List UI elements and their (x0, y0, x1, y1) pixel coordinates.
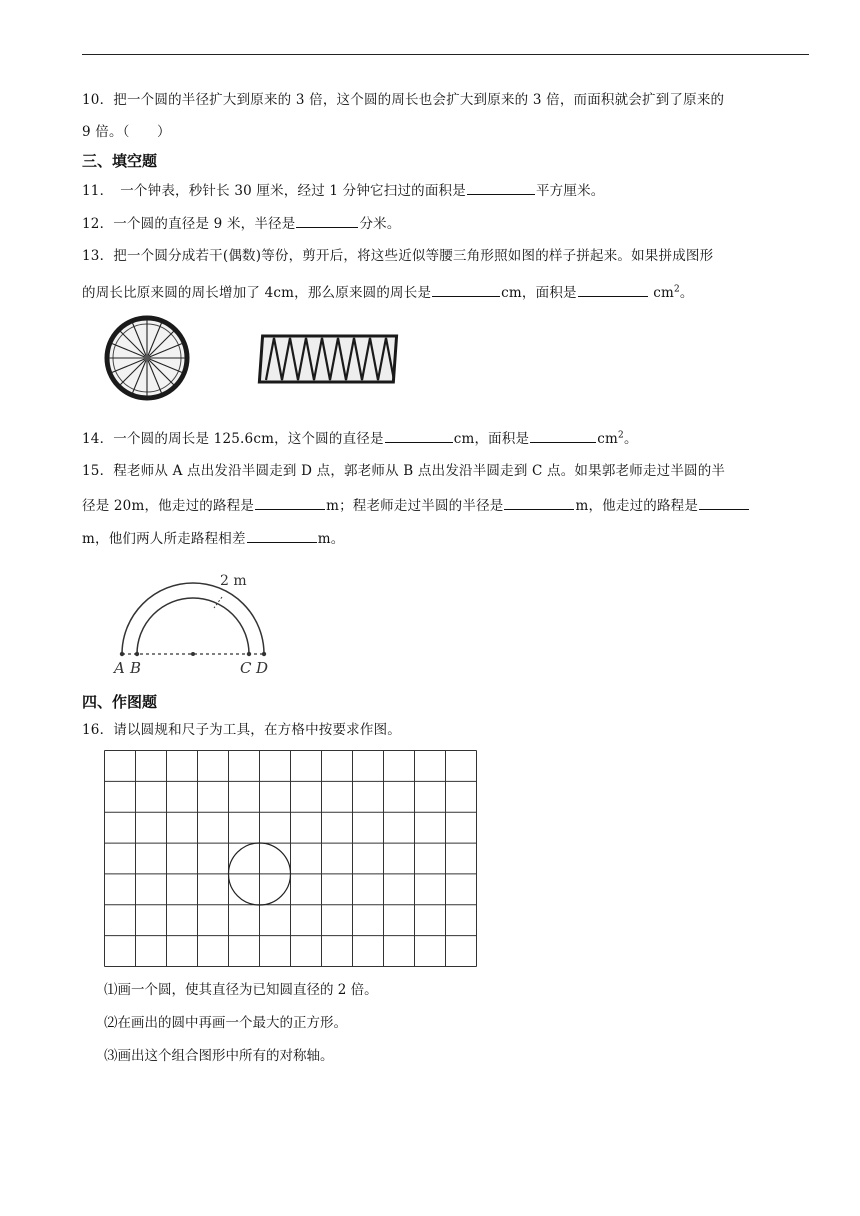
q14-text-b: cm，面积是 (453, 431, 530, 447)
q12 (82, 213, 401, 234)
q13-text-d: 。 (679, 285, 694, 301)
q16-sub3: ⑶画出这个组合图形中所有的对称轴。 (104, 1048, 334, 1064)
figure15-label-a: A (114, 659, 125, 677)
q11 (82, 180, 604, 201)
q15-text-a: 径是 20m，他走过的路程是 (82, 498, 255, 514)
section-title-drawing: 四、作图题 (82, 693, 158, 711)
q14-text-c: cm (597, 431, 619, 447)
q15-text-c: m，他走过的路程是 (575, 498, 699, 514)
q14 (82, 428, 638, 449)
drawing-grid[interactable] (104, 750, 477, 967)
q12-answer-blank[interactable] (296, 213, 358, 228)
q15-text-b: m；程老师走过半圆的半径是 (326, 498, 504, 514)
q13-text-a: 的周长比原来圆的周长增加了 4cm，那么原来圆的周长是 (82, 285, 432, 301)
q13-unit-sup: 2 (673, 284, 680, 295)
figure15-label-c: C (240, 659, 252, 677)
q15-cheng-radius-blank[interactable] (504, 495, 574, 510)
q15-difference-blank[interactable] (247, 528, 317, 543)
figure13-rearranged-triangles (258, 330, 404, 390)
q16-stem: 16．请以圆规和尺子为工具，在方格中按要求作图。 (82, 722, 401, 738)
q13-area-blank[interactable] (578, 282, 648, 297)
q15-line1: 15．程老师从 A 点出发沿半圆走到 D 点，郭老师从 B 点出发沿半圆走到 C 点。如果郭老师走过半圆的半 (82, 463, 726, 479)
q13-line2 (82, 282, 694, 303)
q14-diameter-blank[interactable] (385, 428, 453, 443)
q11-text: 11． 一个钟表，秒针长 30 厘米，经过 1 分钟它扫过的面积是 (82, 183, 466, 199)
figure15-width-label: 2 m (220, 573, 247, 589)
figure15-semicircle-track (108, 566, 278, 678)
header-rule (82, 54, 809, 55)
q10-line2: 9 倍。（ ） (82, 124, 171, 140)
q15-guo-distance-blank[interactable] (255, 495, 325, 510)
q15-cheng-distance-blank[interactable] (699, 495, 749, 510)
q13-text-b: cm，面积是 (501, 285, 577, 301)
section-title-fill-blank: 三、填空题 (82, 152, 158, 170)
q13-text-c: cm (648, 285, 674, 301)
q16-sub1: ⑴画一个圆，使其直径为已知圆直径的 2 倍。 (104, 982, 378, 998)
q15-text-e: m。 (317, 531, 345, 547)
q14-unit-sup: 2 (618, 430, 624, 441)
figure15-label-b: B (130, 659, 142, 677)
q11-text-end: 平方厘米。 (535, 183, 605, 199)
figure13-divided-circle (100, 320, 196, 400)
q15-line3 (82, 528, 344, 549)
q13-circumference-blank[interactable] (432, 282, 500, 297)
q10-line1: 10．把一个圆的半径扩大到原来的 3 倍，这个圆的周长也会扩大到原来的 3 倍，而面积就会扩到了原来的 (82, 92, 725, 108)
q15-text-d: m，他们两人所走路程相差 (82, 531, 246, 547)
q14-text-a: 14．一个圆的周长是 125.6cm，这个圆的直径是 (82, 431, 384, 447)
q14-text-d: 。 (623, 431, 638, 447)
figure15-label-d: D (256, 659, 269, 677)
q11-answer-blank[interactable] (467, 180, 535, 195)
q13-line1: 13．把一个圆分成若干(偶数)等份，剪开后，将这些近似等腰三角形照如图的样子拼起来。如果拼成图形 (82, 248, 714, 264)
q12-text-end: 分米。 (359, 216, 401, 232)
q14-area-blank[interactable] (530, 428, 596, 443)
q15-line2 (82, 495, 750, 516)
q12-text: 12．一个圆的直径是 9 米，半径是 (82, 216, 296, 232)
q16-sub2: ⑵在画出的圆中再画一个最大的正方形。 (104, 1015, 347, 1031)
